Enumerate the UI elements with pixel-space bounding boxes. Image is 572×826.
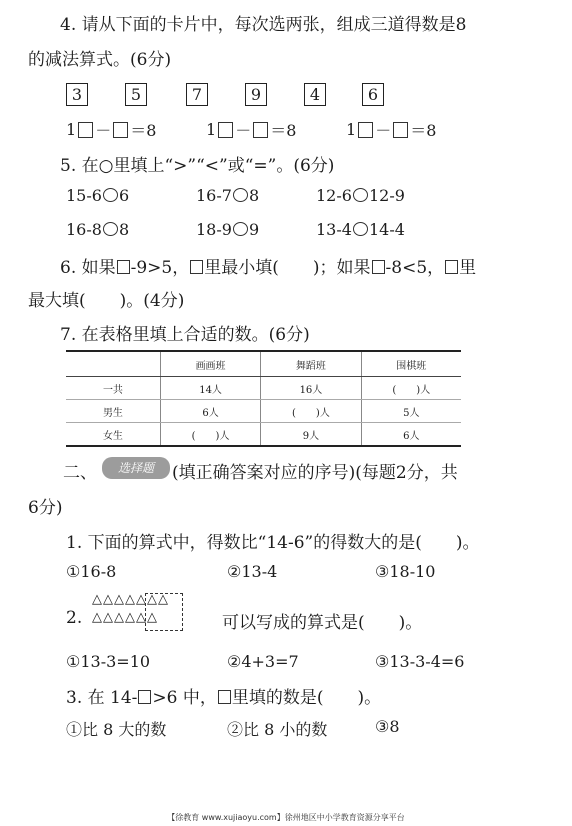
answer-box[interactable] <box>113 122 128 138</box>
answer-box[interactable] <box>358 122 373 138</box>
q6-line1 <box>60 253 476 278</box>
q6-text: 里 <box>459 258 477 278</box>
choice-q1: 1. 下面的算式中，得数比“14-6”的得数大的是( )。 <box>66 533 480 553</box>
compare-left: 13-4 <box>316 220 352 239</box>
eq-suffix: ＝8 <box>130 121 157 140</box>
compare-item <box>66 186 129 205</box>
triangle-group-box <box>145 593 183 631</box>
compare-right: 14-4 <box>368 220 405 239</box>
table-header: 画画班 <box>160 351 260 377</box>
table-cell: 9人 <box>261 423 361 447</box>
compare-left: 16-8 <box>66 220 102 239</box>
table-header-row <box>66 351 461 377</box>
compare-right: 8 <box>118 220 130 239</box>
compare-right: 9 <box>248 220 260 239</box>
option[interactable]: ②4+3=7 <box>227 652 299 671</box>
subtraction-blank-3 <box>346 118 436 141</box>
option[interactable]: ①比 8 大的数 <box>66 720 167 739</box>
option[interactable]: ②比 8 小的数 <box>227 720 328 739</box>
q6-text: -8<5， <box>385 258 445 278</box>
table-header <box>66 351 160 377</box>
option[interactable]: ③18-10 <box>375 562 436 581</box>
compare-right: 12-9 <box>368 186 405 205</box>
number-card: 5 <box>125 83 147 106</box>
q3-text: 里填的数是( )。 <box>231 688 382 708</box>
option[interactable]: ③8 <box>375 717 400 736</box>
number-card: 4 <box>304 83 326 106</box>
eq-operator: － <box>375 121 392 140</box>
number-card: 7 <box>186 83 208 106</box>
triangles-top-row: △△△△△△△ <box>92 592 169 607</box>
answer-box[interactable] <box>190 260 203 274</box>
q6-line2: 最大填( )。(4分) <box>28 291 185 311</box>
section-number: 二、 <box>63 463 97 483</box>
table-row <box>66 400 461 423</box>
option[interactable]: ③13-3-4=6 <box>375 652 465 671</box>
compare-right: 8 <box>248 186 260 205</box>
table-cell: 男生 <box>66 400 160 423</box>
subtraction-blank-2 <box>206 118 296 141</box>
table-cell: 6人 <box>361 423 461 447</box>
eq-prefix: 1 <box>206 120 217 139</box>
compare-circle[interactable] <box>353 222 368 236</box>
table-cell: 16人 <box>261 377 361 400</box>
q7-title: 7. 在表格里填上合适的数。(6分) <box>60 325 310 345</box>
compare-item <box>316 220 405 239</box>
eq-suffix: ＝8 <box>270 121 297 140</box>
table-cell[interactable]: ( )人 <box>361 377 461 400</box>
answer-box[interactable] <box>393 122 408 138</box>
choice-q2: 可以写成的算式是( )。 <box>222 613 423 633</box>
eq-operator: － <box>95 121 112 140</box>
class-table <box>66 350 461 447</box>
number-card: 6 <box>362 83 384 106</box>
table-header: 围棋班 <box>361 351 461 377</box>
compare-item <box>316 186 405 205</box>
compare-circle[interactable] <box>353 188 368 202</box>
compare-circle[interactable] <box>233 188 248 202</box>
eq-prefix: 1 <box>66 120 77 139</box>
q4-line1: 4. 请从下面的卡片中，每次选两张，组成三道得数是8 <box>60 15 467 35</box>
number-card: 3 <box>66 83 88 106</box>
section-instruction: (填正确答案对应的序号)(每题2分，共 <box>172 463 458 483</box>
q5-title: 5. 在○里填上“>”“<”或“=”。(6分) <box>60 156 335 176</box>
compare-item <box>196 186 259 205</box>
answer-box[interactable] <box>117 260 130 274</box>
subtraction-blank-1 <box>66 118 156 141</box>
answer-box[interactable] <box>138 690 151 704</box>
choice-q3 <box>66 683 381 708</box>
answer-box[interactable] <box>445 260 458 274</box>
compare-item <box>66 220 129 239</box>
answer-box[interactable] <box>253 122 268 138</box>
table-cell[interactable]: ( )人 <box>160 423 260 447</box>
option[interactable]: ①13-3=10 <box>66 652 151 671</box>
compare-left: 16-7 <box>196 186 232 205</box>
q6-text: 里最小填( )；如果 <box>204 258 371 278</box>
compare-left: 18-9 <box>196 220 232 239</box>
table-cell: 一共 <box>66 377 160 400</box>
option[interactable]: ①16-8 <box>66 562 117 581</box>
compare-left: 12-6 <box>316 186 352 205</box>
table-cell[interactable]: ( )人 <box>261 400 361 423</box>
table-row <box>66 423 461 447</box>
section-badge: 选择题 <box>102 457 170 479</box>
eq-operator: － <box>235 121 252 140</box>
eq-suffix: ＝8 <box>410 121 437 140</box>
answer-box[interactable] <box>78 122 93 138</box>
eq-prefix: 1 <box>346 120 357 139</box>
choice-q2-num: 2. <box>66 608 83 628</box>
q4-line2: 的减法算式。(6分) <box>28 50 172 70</box>
answer-box[interactable] <box>218 690 231 704</box>
answer-box[interactable] <box>218 122 233 138</box>
compare-left: 15-6 <box>66 186 102 205</box>
compare-circle[interactable] <box>233 222 248 236</box>
table-cell: 5人 <box>361 400 461 423</box>
compare-circle[interactable] <box>103 188 118 202</box>
compare-circle[interactable] <box>103 222 118 236</box>
compare-item <box>196 220 259 239</box>
q3-text: 3. 在 14- <box>66 688 138 708</box>
table-cell: 6人 <box>160 400 260 423</box>
answer-box[interactable] <box>372 260 385 274</box>
option[interactable]: ②13-4 <box>227 562 278 581</box>
table-row <box>66 377 461 400</box>
table-header: 舞蹈班 <box>261 351 361 377</box>
page-footer: 【徐教育 www.xujiaoyu.com】徐州地区中小学教育资源分享平台 <box>167 813 405 822</box>
triangles-bottom-row: △△△△△△ <box>92 610 158 625</box>
q6-text: -9>5， <box>130 258 190 278</box>
number-card: 9 <box>245 83 267 106</box>
section-instruction-cont: 6分) <box>28 498 63 518</box>
q6-text: 6. 如果 <box>60 258 116 278</box>
table-cell: 女生 <box>66 423 160 447</box>
compare-right: 6 <box>118 186 130 205</box>
q3-text: >6 中， <box>152 688 217 708</box>
table-cell: 14人 <box>160 377 260 400</box>
